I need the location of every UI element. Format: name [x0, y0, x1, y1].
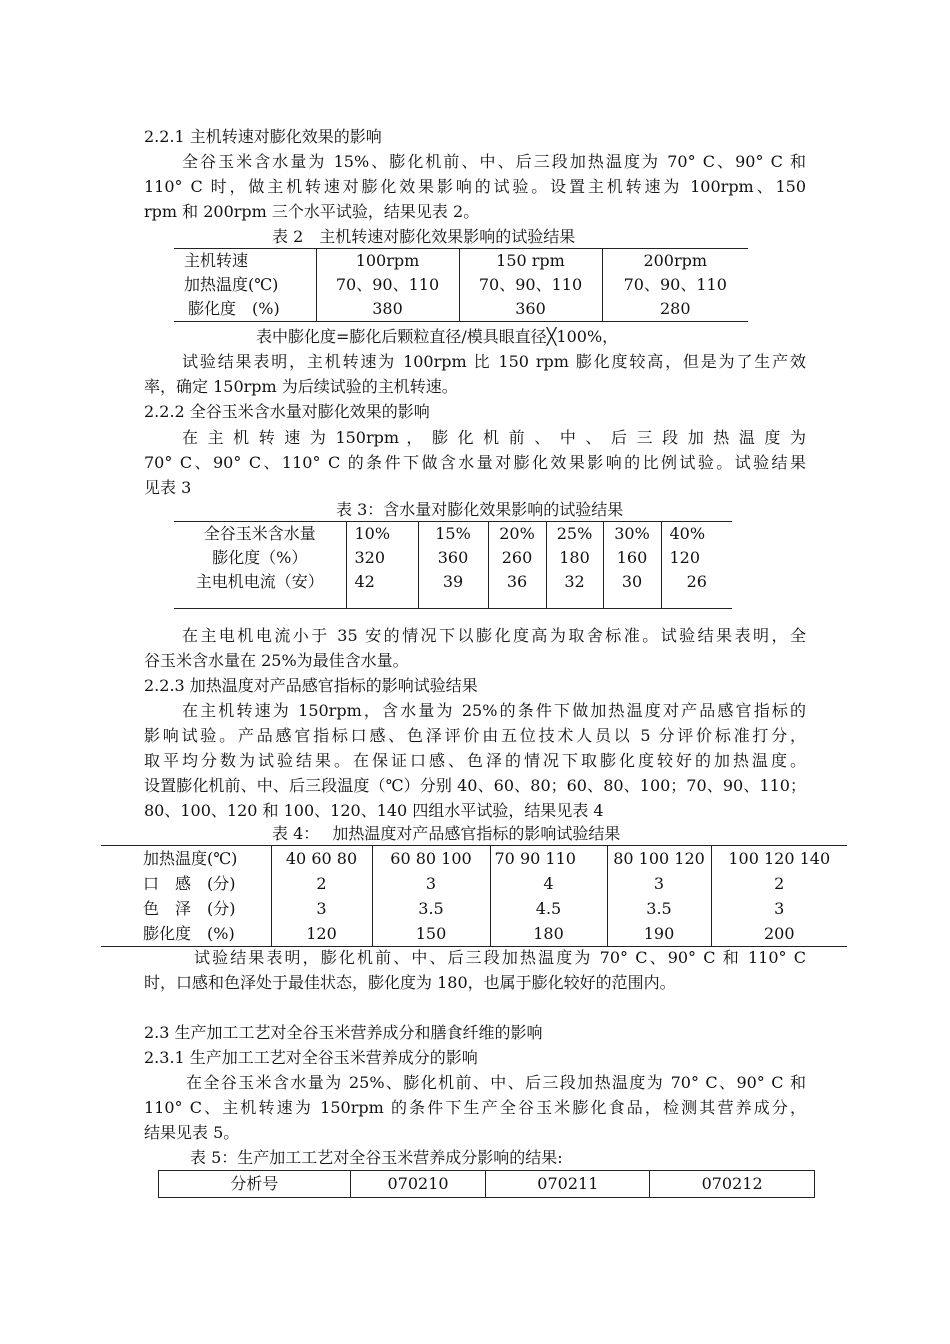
- table-cell: 3: [774, 898, 785, 918]
- table-cell: 32: [546, 570, 603, 594]
- table3: [174, 521, 732, 609]
- table2-row: [174, 249, 748, 274]
- table-cell: 2: [774, 873, 785, 893]
- table-cell: 26: [686, 572, 707, 591]
- table3-row: [174, 522, 732, 547]
- table-cell: 膨化度（%）: [174, 546, 346, 570]
- table2: [174, 248, 748, 322]
- paragraph-line: 在主机转速为 150rpm，含水量为 25%的条件下做加热温度对产品感官指标的: [182, 701, 806, 720]
- table-cell: 10%: [346, 522, 418, 547]
- table-cell: 160: [603, 546, 661, 570]
- table-cell: 膨化度 (%): [101, 921, 271, 947]
- table-cell: 主电机电流（安）: [174, 570, 346, 594]
- table-cell: 口 感 (分): [101, 871, 271, 896]
- table-cell: 20%: [488, 522, 546, 547]
- table-cell: 36: [488, 570, 546, 594]
- section-heading-2-2-2: 2.2.2 全谷玉米含水量对膨化效果的影响: [144, 402, 430, 421]
- table-cell: 320: [346, 546, 418, 570]
- paragraph-line: 设置膨化机前、中、后三段温度（℃）分别 40、60、80；60、80、100；70、90、110；: [144, 776, 806, 795]
- table3-row: [174, 594, 732, 609]
- table4: [101, 845, 847, 947]
- table2-row: [174, 297, 748, 322]
- table-cell: 39: [418, 570, 488, 594]
- table-cell: 分析号: [159, 1171, 351, 1198]
- table-cell: 120: [669, 548, 701, 567]
- table-cell: 3: [372, 871, 490, 896]
- table-cell: 42: [346, 570, 418, 594]
- paragraph-line: 率，确定 150rpm 为后续试验的主机转速。: [144, 377, 458, 396]
- table-cell: 150 rpm: [459, 249, 602, 274]
- table-cell: 180: [490, 921, 607, 947]
- section-heading-2-3: 2.3 生产加工工艺对全谷玉米营养成分和膳食纤维的影响: [144, 1023, 543, 1042]
- paragraph-line: 70° C、90° C、110° C 的条件下做含水量对膨化效果影响的比例试验。试验结果: [144, 453, 806, 472]
- table-cell: 280: [659, 299, 691, 318]
- table-cell: 主机转速: [174, 249, 316, 274]
- paragraph-line: 结果见表 5。: [144, 1123, 240, 1142]
- paragraph-line: 全谷玉米含水量为 15%、膨化机前、中、后三段加热温度为 70° C、90° C 和: [182, 152, 806, 171]
- paragraph-line: 谷玉米含水量在 25%为最佳含水量。: [144, 651, 409, 670]
- table-cell: 30%: [603, 522, 661, 547]
- table4-row: [101, 896, 847, 921]
- table-cell: 260: [488, 546, 546, 570]
- table3-caption: 表 3：含水量对膨化效果影响的试验结果: [336, 500, 624, 519]
- section-heading-2-3-1: 2.3.1 生产加工工艺对全谷玉米营养成分的影响: [144, 1048, 478, 1067]
- table3-row: [174, 546, 732, 570]
- table-cell: 4.5: [490, 896, 607, 921]
- table-cell: 120: [271, 921, 372, 947]
- table-cell: 100rpm: [316, 249, 459, 274]
- paragraph-line: 在主电机电流小于 35 安的情况下以膨化度高为取舍标准。试验结果表明，全: [182, 626, 806, 645]
- paragraph-line: 110° C 时，做主机转速对膨化效果影响的试验。设置主机转速为 100rpm、150: [144, 177, 806, 196]
- paragraph-line: 影响试验。产品感官指标口感、色泽评价由五位技术人员以 5 分评价标准打分，: [144, 726, 806, 745]
- table5-header-row: [159, 1171, 815, 1198]
- paragraph-line: 在全谷玉米含水量为 25%、膨化机前、中、后三段加热温度为 70° C、90° C 和: [186, 1073, 806, 1092]
- table4-row: [101, 921, 847, 947]
- table-cell: 80 100 120: [607, 846, 711, 872]
- table-cell: 25%: [546, 522, 603, 547]
- table-cell: 360: [459, 297, 602, 322]
- table-cell: 380: [316, 297, 459, 322]
- table-cell: 200rpm: [643, 251, 708, 270]
- table-cell: 30: [603, 570, 661, 594]
- table-cell: 40%: [669, 524, 706, 543]
- table-cell: 全谷玉米含水量: [174, 522, 346, 547]
- table4-row: [101, 871, 847, 896]
- table-cell: 100 120 140: [728, 848, 831, 868]
- table-cell: 3.5: [607, 896, 711, 921]
- table-cell: 180: [546, 546, 603, 570]
- table-cell: 150: [372, 921, 490, 947]
- table-cell: 70、90、110: [316, 273, 459, 297]
- table2-note: 表中膨化度=膨化后颗粒直径/模具眼直径╳100%，: [256, 327, 619, 346]
- table-cell: 加热温度(℃): [174, 273, 316, 297]
- table-cell: 070210: [350, 1171, 486, 1198]
- section-heading-2-2-1: 2.2.1 主机转速对膨化效果的影响: [144, 127, 382, 146]
- paragraph-line: 时，口感和色泽处于最佳状态，膨化度为 180，也属于膨化较好的范围内。: [144, 973, 676, 992]
- paragraph-line: rpm 和 200rpm 三个水平试验，结果见表 2。: [144, 202, 480, 221]
- table-cell: 4: [490, 871, 607, 896]
- table-cell: 色 泽 (分): [101, 896, 271, 921]
- table2-row: [174, 273, 748, 297]
- table-cell: 200: [763, 923, 795, 943]
- paragraph-line: 在 主 机 转 速 为 150rpm ， 膨 化 机 前 、 中 、 后 三 段 加 热 温 度 为: [182, 428, 806, 447]
- table-cell: 3: [271, 896, 372, 921]
- table-cell: 070211: [486, 1171, 650, 1198]
- table2-caption: 表 2 主机转速对膨化效果影响的试验结果: [272, 227, 576, 246]
- table-cell: 60 80 100: [372, 846, 490, 872]
- paragraph-line: 见表 3: [144, 478, 192, 497]
- table3-row: [174, 570, 732, 594]
- table5: [158, 1170, 815, 1198]
- table-cell: 加热温度(℃): [101, 846, 271, 872]
- table-cell: 70 90 110: [490, 846, 607, 872]
- table-cell: 15%: [418, 522, 488, 547]
- table4-row: [101, 846, 847, 872]
- table5-caption: 表 5：生产加工工艺对全谷玉米营养成分影响的结果:: [190, 1148, 563, 1167]
- table-cell: 3: [607, 871, 711, 896]
- paragraph-line: 取平均分数为试验结果。在保证口感、色泽的情况下取膨化度较好的加热温度。: [144, 751, 806, 770]
- table-cell: 70、90、110: [623, 275, 727, 294]
- paragraph-line: 试验结果表明，膨化机前、中、后三段加热温度为 70° C、90° C 和 110° C: [194, 948, 806, 967]
- table-cell: 膨化度 (%): [174, 297, 316, 322]
- table-cell: 360: [418, 546, 488, 570]
- table-cell: 070212: [650, 1171, 815, 1198]
- table4-caption: 表 4： 加热温度对产品感官指标的影响试验结果: [272, 824, 621, 843]
- paragraph-line: 试验结果表明，主机转速为 100rpm 比 150 rpm 膨化度较高，但是为了生产效: [182, 352, 806, 371]
- paragraph-line: 110° C、主机转速为 150rpm 的条件下生产全谷玉米膨化食品，检测其营养成分，: [144, 1098, 806, 1117]
- table-cell: 2: [271, 871, 372, 896]
- table-cell: 190: [607, 921, 711, 947]
- table-cell: 70、90、110: [459, 273, 602, 297]
- table-cell: 3.5: [372, 896, 490, 921]
- section-heading-2-2-3: 2.2.3 加热温度对产品感官指标的影响试验结果: [144, 676, 478, 695]
- paragraph-line: 80、100、120 和 100、120、140 四组水平试验，结果见表 4: [144, 801, 604, 820]
- table-cell: 40 60 80: [271, 846, 372, 872]
